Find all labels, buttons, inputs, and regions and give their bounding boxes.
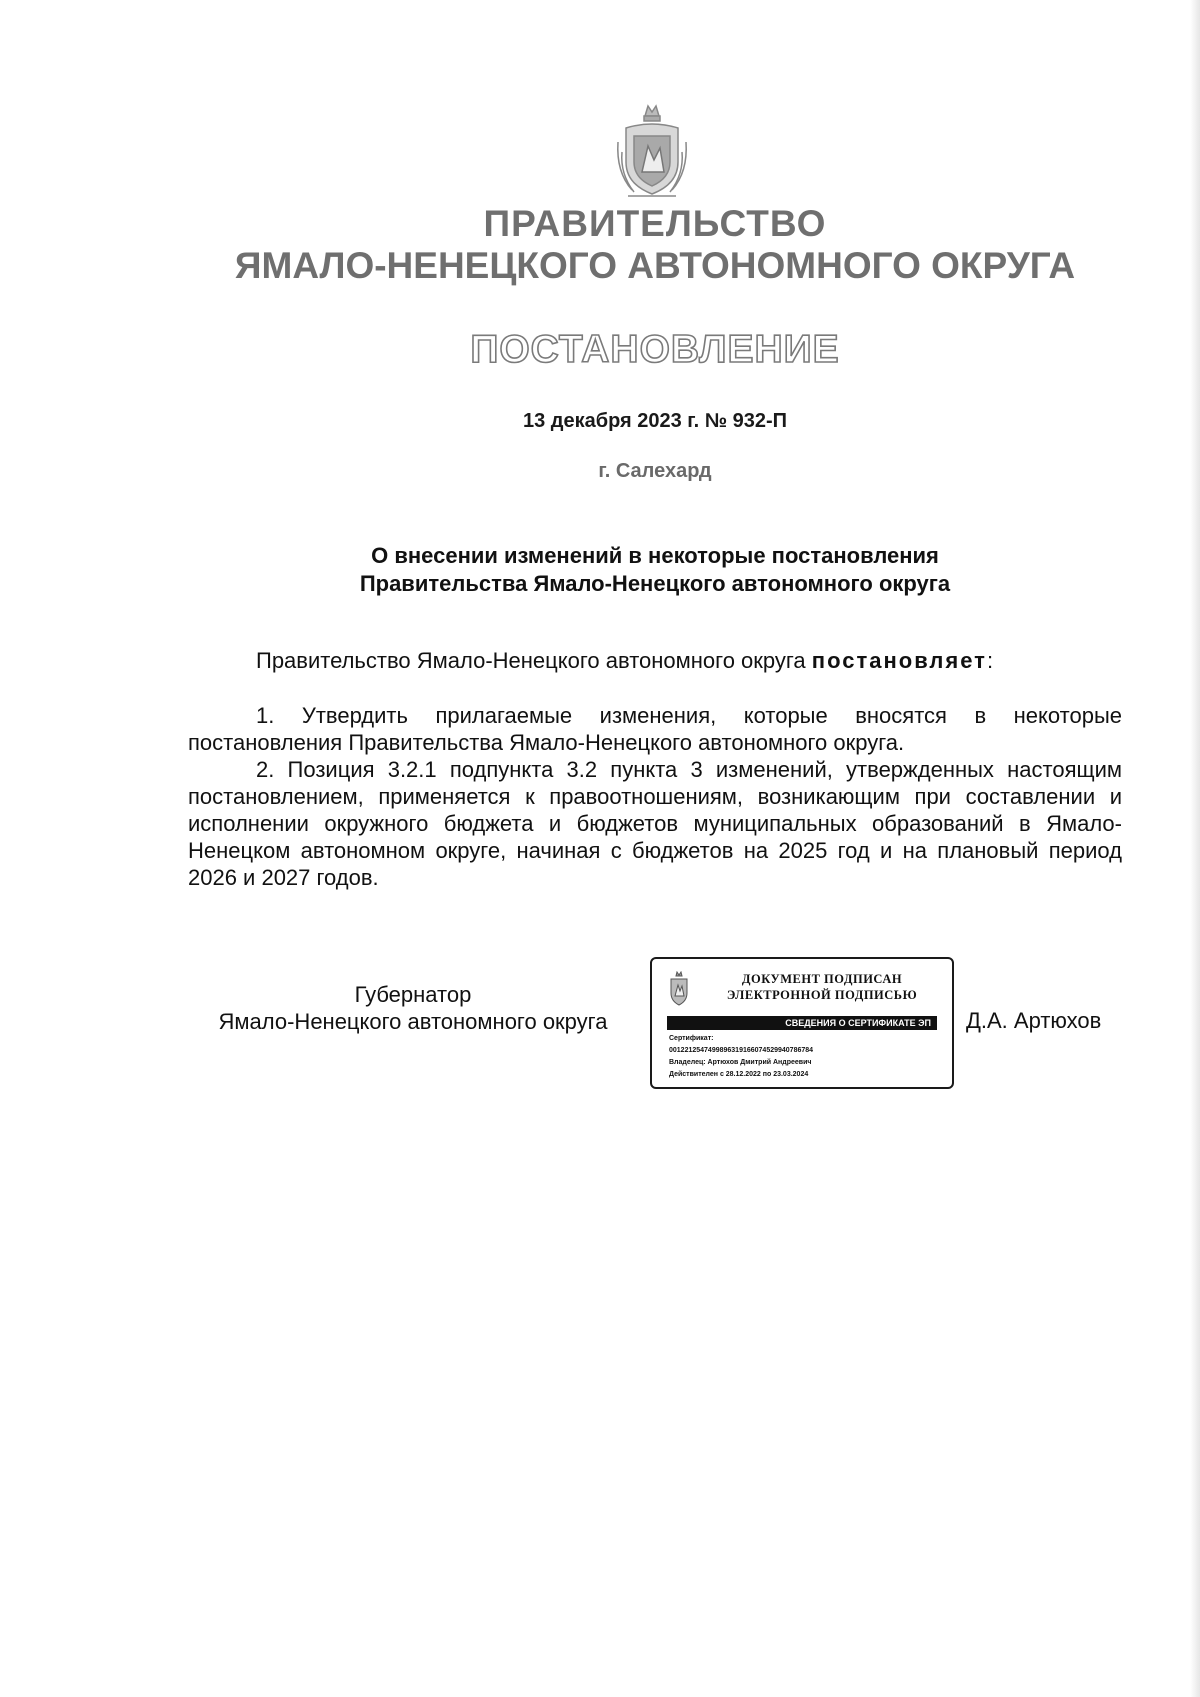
certificate-owner: Владелец: Артюхов Дмитрий Андреевич bbox=[669, 1059, 812, 1066]
government-title-line1: ПРАВИТЕЛЬСТВО bbox=[483, 203, 827, 244]
subject-line1: О внесении изменений в некоторые постановления bbox=[371, 543, 939, 568]
certificate-number: 0012212547499896319166074529940786784 bbox=[669, 1047, 814, 1054]
city: г. Салехард bbox=[598, 460, 712, 482]
signatory-name: Д.А. Артюхов bbox=[966, 1008, 1102, 1033]
scan-edge-shadow bbox=[1190, 0, 1200, 1697]
stamp-title-line1: ДОКУМЕНТ ПОДПИСАН bbox=[741, 972, 903, 986]
decree-body bbox=[188, 702, 1122, 891]
paragraph-1: 1. Утвердить прилагаемые изменения, которые вносятся в некоторые постановления Правительства Ямало-Ненецкого автономного округа. bbox=[188, 703, 1122, 755]
certificate-info-bar: СВЕДЕНИЯ О СЕРТИФИКАТЕ ЭП bbox=[667, 1016, 937, 1030]
subject-line2: Правительства Ямало-Ненецкого автономного округа bbox=[359, 571, 951, 596]
certificate-details bbox=[669, 1033, 944, 1081]
certificate-validity: Действителен с 28.12.2022 по 23.03.2024 bbox=[669, 1071, 809, 1078]
certificate-label: Сертификат: bbox=[669, 1035, 714, 1042]
stamp-emblem-icon bbox=[668, 971, 690, 1007]
document-subject bbox=[0, 542, 1200, 598]
preamble-decree-word: постановляет bbox=[811, 648, 987, 673]
preamble-text: Правительство Ямало-Ненецкого автономного округа bbox=[256, 648, 812, 673]
stamp-title-line2: ЭЛЕКТРОННОЙ ПОДПИСЬЮ bbox=[726, 988, 918, 1002]
paragraph-2: 2. Позиция 3.2.1 подпункта 3.2 пункта 3 изменений, утвержденных настоящим постановлением, применяется к правоотношениям, возникающим при составлении и исполнении окружного бюджета и бюджетов муниципальных образований в Ямало-Ненецком автономном округе, начиная с бюджетов на 2025 год и на плановый период 2026 и 2027 годов. bbox=[188, 757, 1122, 890]
electronic-signature-stamp bbox=[650, 957, 954, 1089]
preamble-suffix: : bbox=[986, 648, 994, 673]
position-line2: Ямало-Ненецкого автономного округа bbox=[218, 1009, 608, 1034]
signatory-position bbox=[188, 981, 638, 1035]
government-title-line2: ЯМАЛО-НЕНЕЦКОГО АВТОНОМНОГО ОКРУГА bbox=[234, 245, 1076, 286]
coat-of-arms-emblem bbox=[612, 102, 692, 202]
preamble bbox=[256, 648, 993, 674]
stamp-title bbox=[702, 971, 942, 1003]
date-and-number: 13 декабря 2023 г. № 932-П bbox=[522, 410, 788, 432]
position-line1: Губернатор bbox=[354, 982, 472, 1007]
document-type-title: ПОСТАНОВЛЕНИЕ bbox=[470, 328, 840, 371]
